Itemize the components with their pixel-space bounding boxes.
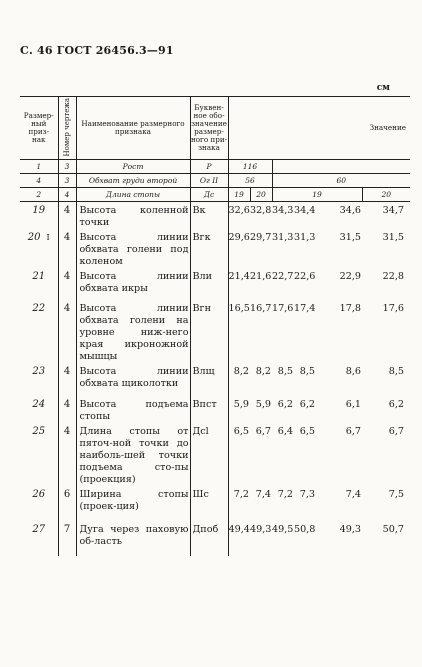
sub-value: 116 xyxy=(228,160,272,174)
row-fig: 6 xyxy=(58,486,76,521)
sub-value: 20 xyxy=(250,188,272,202)
sub-code: 2 xyxy=(20,188,58,202)
table-row xyxy=(20,300,410,363)
row-fig: 4 xyxy=(58,268,76,300)
row-value: 31,3 xyxy=(272,232,294,243)
col-name: Наименование размерного признака xyxy=(76,97,190,160)
subheader-row xyxy=(20,174,410,188)
sub-code: 4 xyxy=(20,174,58,188)
table-row xyxy=(20,202,410,230)
row-value: 8,5 xyxy=(388,366,405,377)
row-value: 34,4 xyxy=(294,205,316,216)
row-value: 49,3 xyxy=(250,524,272,535)
row-desig: Вгк xyxy=(190,229,228,268)
row-code: 19 xyxy=(32,205,46,216)
row-value: 17,6 xyxy=(382,303,405,314)
row-value: 6,1 xyxy=(345,399,361,410)
row-value: 6,7 xyxy=(388,426,405,437)
row-value: 32,8 xyxy=(250,205,272,216)
row-name: Дуга через паховую об-ласть xyxy=(76,521,190,556)
sub-name: Длина стопы xyxy=(76,188,190,202)
table-row xyxy=(20,486,410,521)
row-value: 5,9 xyxy=(228,396,250,423)
row-value: 7,5 xyxy=(388,489,405,500)
row-value: 17,6 xyxy=(272,303,294,314)
row-code: 25 xyxy=(32,426,46,437)
row-code: 23 xyxy=(32,366,46,377)
sub-fig: 3 xyxy=(58,160,76,174)
row-value: 16,5 xyxy=(228,300,250,363)
row-value: 49,5 xyxy=(272,524,294,535)
margin-mark: I xyxy=(46,233,50,242)
row-name: Высота коленной точки xyxy=(76,202,190,230)
row-fig: 4 xyxy=(58,423,76,486)
row-value: 6,4 xyxy=(277,426,293,437)
row-desig: Вли xyxy=(190,268,228,300)
table-row xyxy=(20,521,410,556)
row-fig: 7 xyxy=(58,521,76,556)
row-code: 27 xyxy=(32,524,46,535)
row-value: 17,4 xyxy=(294,303,316,314)
row-value: 8,5 xyxy=(277,366,293,377)
row-value: 21,4 xyxy=(228,268,250,300)
table-row xyxy=(20,423,410,486)
sub-desig: Ог II xyxy=(190,174,228,188)
table-header xyxy=(20,97,410,160)
row-code: 24 xyxy=(32,399,46,410)
row-code: 26 xyxy=(32,489,46,500)
row-value: 7,2 xyxy=(228,486,250,521)
row-desig: Влщ xyxy=(190,363,228,396)
row-value: 31,3 xyxy=(294,232,316,243)
row-value: 49,4 xyxy=(228,521,250,556)
sub-desig: Дс xyxy=(190,188,228,202)
row-fig: 4 xyxy=(58,300,76,363)
row-fig: 4 xyxy=(58,229,76,268)
row-value: 6,2 xyxy=(388,399,405,410)
sub-value: 19 xyxy=(272,188,362,202)
row-desig: Вгн xyxy=(190,300,228,363)
row-value: 6,5 xyxy=(299,426,315,437)
sub-value: 20 xyxy=(362,188,410,202)
row-value: 22,6 xyxy=(294,271,316,282)
subheader-row xyxy=(20,160,410,174)
row-value: 7,2 xyxy=(277,489,293,500)
row-fig: 4 xyxy=(58,363,76,396)
row-value: 6,2 xyxy=(277,399,293,410)
row-value: 17,8 xyxy=(339,303,361,314)
row-value: 5,9 xyxy=(255,399,271,410)
row-value: 31,5 xyxy=(339,232,361,243)
table-row xyxy=(20,363,410,396)
table-row xyxy=(20,396,410,423)
row-code: 21 xyxy=(32,271,46,282)
row-value: 16,7 xyxy=(250,303,272,314)
row-name: Высота подъема стопы xyxy=(76,396,190,423)
row-name: Высота линии обхвата щиколотки xyxy=(76,363,190,396)
row-value: 7,4 xyxy=(345,489,361,500)
sub-value: 60 xyxy=(272,174,410,188)
row-value: 50,8 xyxy=(294,524,316,535)
table-row xyxy=(20,229,410,268)
row-value: 7,4 xyxy=(255,489,271,500)
col-value: Значение xyxy=(228,97,410,160)
row-value: 29,6 xyxy=(228,229,250,268)
row-value: 32,6 xyxy=(228,202,250,230)
unit-label: см xyxy=(376,83,390,93)
sub-value xyxy=(272,160,410,174)
sub-value: 56 xyxy=(228,174,272,188)
row-value: 22,7 xyxy=(272,271,294,282)
sub-value: 19 xyxy=(228,188,250,202)
table-row xyxy=(20,268,410,300)
row-desig: Шс xyxy=(190,486,228,521)
page-header: С. 46 ГОСТ 26456.3—91 xyxy=(20,44,174,57)
row-code: 22 xyxy=(32,303,46,314)
col-designation: Буквен- ное обо- значение размер- ного при- знака xyxy=(190,97,228,160)
row-value: 6,2 xyxy=(299,399,315,410)
row-value: 8,2 xyxy=(255,366,271,377)
row-value: 34,3 xyxy=(272,205,294,216)
row-value: 8,2 xyxy=(228,363,250,396)
row-fig: 4 xyxy=(58,396,76,423)
col-figure-number: Номер чертежа xyxy=(58,97,76,160)
row-name: Высота линии обхвата голени на уровне ниж-него края икроножной мышцы xyxy=(76,300,190,363)
row-desig: Дпоб xyxy=(190,521,228,556)
dimensions-table xyxy=(20,96,410,556)
sub-fig: 4 xyxy=(58,188,76,202)
row-value: 34,7 xyxy=(382,205,405,216)
row-desig: Вк xyxy=(190,202,228,230)
row-name: Длина стопы от пяточ-ной точки до наиболь-шей точки подъема сто-пы (проекция) xyxy=(76,423,190,486)
row-value: 6,7 xyxy=(345,426,361,437)
sub-name: Рост xyxy=(76,160,190,174)
row-value: 6,7 xyxy=(255,426,271,437)
row-fig: 4 xyxy=(58,202,76,230)
row-value: 50,7 xyxy=(382,524,405,535)
row-value: 7,3 xyxy=(299,489,315,500)
row-value: 22,8 xyxy=(382,271,405,282)
row-desig: Впст xyxy=(190,396,228,423)
row-value: 29,7 xyxy=(250,232,272,243)
sub-code: 1 xyxy=(20,160,58,174)
row-name: Ширина стопы (проек-ция) xyxy=(76,486,190,521)
row-value: 8,5 xyxy=(299,366,315,377)
row-value: 31,5 xyxy=(382,232,405,243)
row-value: 6,5 xyxy=(228,423,250,486)
subheader-row xyxy=(20,188,410,202)
sub-fig: 3 xyxy=(58,174,76,188)
row-name: Высота линии обхвата икры xyxy=(76,268,190,300)
row-value: 34,6 xyxy=(339,205,361,216)
row-value: 8,6 xyxy=(345,366,361,377)
sub-desig: Р xyxy=(190,160,228,174)
row-value: 21,6 xyxy=(250,271,272,282)
col-size-feature: Размер- ный приз- нак xyxy=(20,97,58,160)
row-value: 49,3 xyxy=(339,524,361,535)
sub-name: Обхват груди второй xyxy=(76,174,190,188)
row-name: Высота линии обхвата голени под коленом xyxy=(76,229,190,268)
row-value: 22,9 xyxy=(339,271,361,282)
row-desig: Дсl xyxy=(190,423,228,486)
row-code: 20 I xyxy=(27,232,50,243)
